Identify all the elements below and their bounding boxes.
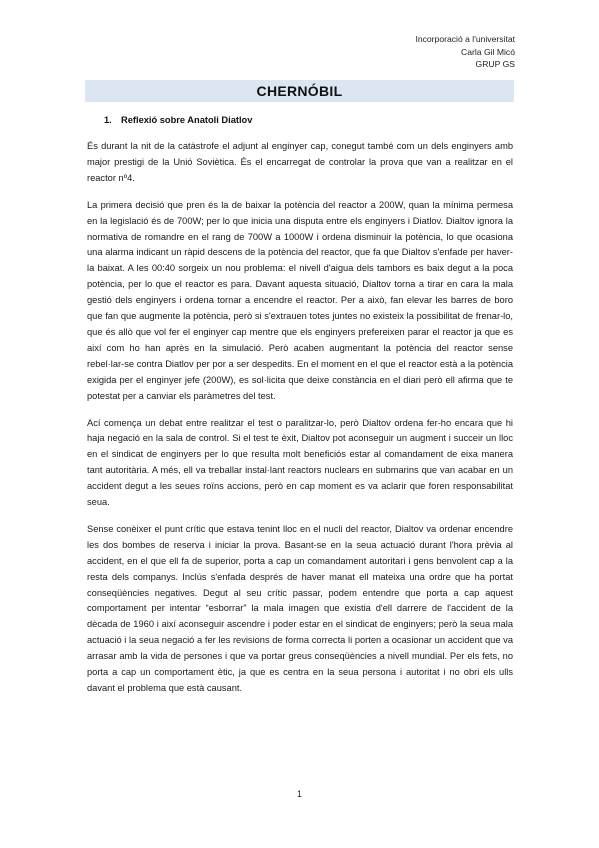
header-author: Carla Gil Micó bbox=[461, 46, 515, 57]
paragraph: Sense conèixer el punt crític que estava tenint lloc en el nucli del reactor, Dialtov va ordenar encendre les dos bombes de reserva i iniciar la prova. Basant-se en la seua actuació durant l'hora prèvia al accident, en el que ell fa de superior, porta a cap un comandament autoritari i gens benvolent cap a la resta dels companys. Inclús s'enfada després de haver manat ell mateixa una ordre que ha portat conseqüències negatives. Degut al seu crític passar, podem entendre que porta a cap aquest comportament per intentar “esborrar” la mala imagen que existia d'ell darrere de l'accident de la dècada de 1960 i així aconseguir ascendre i poder estar en el sindicat de enginyers; però la seua mala actuació i la seua negació a fer les revisions de forma correcta li porten a ocasionar un accident que va arrasar amb la vida de persones i que va portar greus conseqüències a nivell mundial. Per els fets, no porta a cap un comportament ètic, ja que es centra en la seua persona i autoritat i no obri els ulls davant el problema que està causant. bbox=[87, 523, 513, 693]
section-title: Reflexió sobre Anatoli Diatlov bbox=[121, 115, 253, 125]
page-number: 1 bbox=[297, 789, 302, 799]
document-header bbox=[415, 33, 515, 71]
body-text bbox=[87, 139, 513, 708]
paragraph: És durant la nit de la catàstrofe el adjunt al enginyer cap, conegut també com un dels enginyers amb major prestigi de la Unió Soviètica. És el encarregat de controlar la prova que van a realitzar en el reactor nº4. bbox=[87, 141, 513, 183]
header-group: GRUP GS bbox=[475, 59, 515, 69]
document-title: CHERNÓBIL bbox=[256, 83, 343, 99]
section-heading bbox=[104, 115, 252, 125]
header-course: Incorporació a l'universitat bbox=[415, 34, 515, 44]
title-bar bbox=[85, 80, 514, 102]
paragraph: La primera decisió que pren és la de baixar la potència del reactor a 200W, quan la mínima permesa en la legislació és de 700W; per lo que inicia una disputa entre els enginyers i Diatlov. Dialtov ignora la normativa de romandre en el rang de 700W a 1000W i ordena disminuir la potència, lo que ocasiona una alarma indicant un ràpid descens de la potència del reactor, que fa que Dialtov s'enfade per haver-la baixat. A les 00:40 sorgeix un nou problema: el nivell d'aigua dels tambors es baix degut a la poca potència, per lo que el reactor es para. Davant aquesta situació, Dialtov torna a tirar en cara la mala gestió dels enginyers i ordena tornar a encendre el reactor. Per a això, fan elevar les barres de boro que fan que augmente la potència, però si s'extrauen totes juntes no existeix la possibilitat de frenar-lo, que és allò que vol fer el enginyer cap mentre que els enginyers prefereixen parar el reactor ja que es així com ho han après en la simulació. Però acaben augmentant la potència del reactor sense rebel·lar-se contra Diatlov per por a ser despedits. En el moment en el que el reactor està a la potència exigida per el enginyer jefe (200W), es sol·licita que deixe constància en el diari però ell afirma que te potestat per a canviar els paràmetres del test. bbox=[87, 199, 513, 401]
section-number: 1. bbox=[104, 115, 112, 125]
paragraph: Ací comença un debat entre realitzar el test o paralitzar-lo, però Dialtov ordena fer-ho encara que hi haja negació en la sala de control. Si el test te èxit, Dialtov pot aconseguir un augment i succeir un lloc en el sindicat de enginyers per lo que resulta molt beneficiós estar al comandament de eixa manera tant autoritària. A més, ell va treballar instal·lant reactors nuclears en submarins que van acabar en un accident degut a les seues roïns accions, però en cap moment es va aclarir que foren responsabilitat seua. bbox=[87, 417, 513, 508]
